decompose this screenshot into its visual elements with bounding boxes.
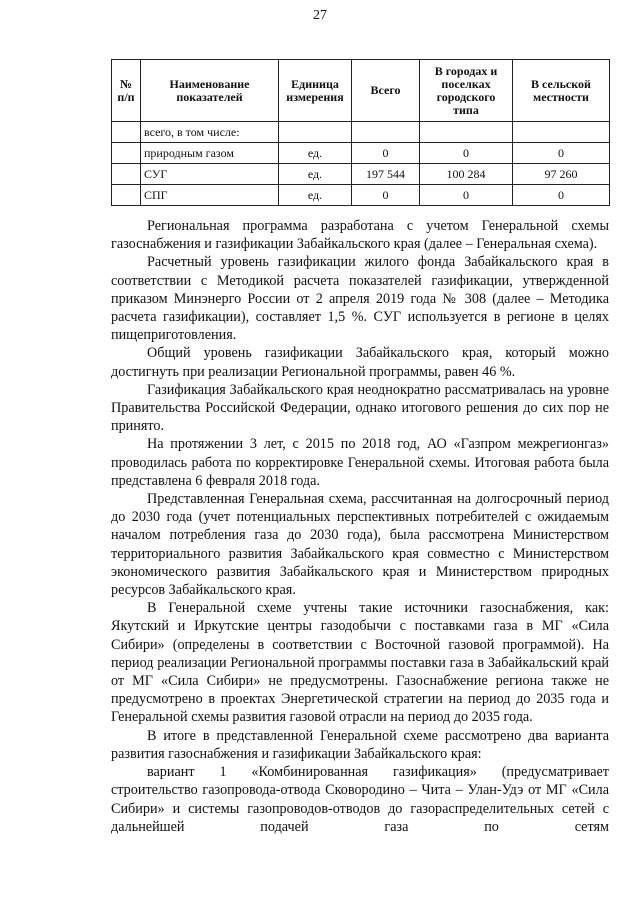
table-row bbox=[112, 185, 610, 206]
table-cell-unit: ед. bbox=[279, 164, 352, 185]
paragraph: На протяжении 3 лет, с 2015 по 2018 год, АО «Газпром межрегионгаз» проводилась работа по корректировке Генеральной схемы. Итоговая работа была представлена 6 февраля 2018 года. bbox=[111, 436, 609, 489]
paragraph: Региональная программа разработана с учетом Генеральной схемы газоснабжения и газификации Забайкальского края (далее – Генеральная схема). bbox=[111, 218, 609, 253]
table-cell-indicator: СПГ bbox=[141, 185, 279, 206]
table-cell-total: 197 544 bbox=[352, 164, 420, 185]
table-cell-urban: 0 bbox=[420, 143, 513, 164]
table-cell-unit bbox=[279, 122, 352, 143]
table-cell-number bbox=[112, 185, 141, 206]
table-cell-urban bbox=[420, 122, 513, 143]
table-row bbox=[112, 122, 610, 143]
table-cell-unit: ед. bbox=[279, 185, 352, 206]
col-header-rural: В сельской местности bbox=[513, 60, 610, 122]
gasification-table bbox=[111, 59, 610, 206]
page-number: 27 bbox=[313, 8, 327, 23]
col-header-urban: В городах и поселках городского типа bbox=[420, 60, 513, 122]
paragraph: Представленная Генеральная схема, рассчитанная на долгосрочный период до 2030 года (учет потенциальных перспективных потребителей с ожидаемым началом потребления газа до 2030 года), была рассмотрена Министерством территориального развития Забайкальского края совместно с Министерством экономического развития Забайкальского края и Министерством природных ресурсов Забайкальского края. bbox=[111, 491, 609, 599]
table-row bbox=[112, 164, 610, 185]
col-header-indicator-name: Наименование показателей bbox=[141, 60, 279, 122]
table-cell-unit: ед. bbox=[279, 143, 352, 164]
table-cell-urban: 100 284 bbox=[420, 164, 513, 185]
paragraph: вариант 1 «Комбинированная газификация» (предусматривает строительство газопровода-отвода Сковородино – Чита – Улан-Удэ от МГ «Сила Сибири» и системы газопроводов-отводов до газораспределительных сетей с дальнейшей подачей газа по сетям bbox=[111, 764, 609, 835]
col-header-number: № п/п bbox=[112, 60, 141, 122]
table-row bbox=[112, 143, 610, 164]
table-cell-number bbox=[112, 143, 141, 164]
paragraph: Расчетный уровень газификации жилого фонда Забайкальского края в соответствии с Методикой расчета показателей газификации, утвержденной приказом Минэнерго России от 2 апреля 2019 года № 308 (далее – Методика расчета газификации), составляет 1,5 %. СУГ используется в регионе в целях пищеприготовления. bbox=[111, 254, 609, 344]
table-cell-indicator: всего, в том числе: bbox=[141, 122, 279, 143]
table-header-row bbox=[112, 60, 610, 122]
paragraph: В Генеральной схеме учтены такие источники газоснабжения, как: Якутский и Иркутские центры газодобычи с поставками газа в МГ «Сила Сибири» (определены в соответствии с Восточной газовой программой). На период реализации Региональной программы поставки газа в Забайкальский край от МГ «Сила Сибири» не предусмотрены. Газоснабжение региона также не предусмотрено в проектах Энергетической стратегии на период до 2035 года и Генеральной схемы развития газовой отрасли на период до 2035 года. bbox=[111, 600, 609, 726]
table-cell-rural: 0 bbox=[513, 143, 610, 164]
table-cell-rural bbox=[513, 122, 610, 143]
table-cell-total bbox=[352, 122, 420, 143]
paragraph: В итоге в представленной Генеральной схеме рассмотрено два варианта развития газоснабжения и газификации Забайкальского края: bbox=[111, 727, 609, 762]
paragraph: Общий уровень газификации Забайкальского края, который можно достигнуть при реализации Региональной программы, равен 46 %. bbox=[111, 345, 609, 380]
table-cell-indicator: СУГ bbox=[141, 164, 279, 185]
body-text bbox=[111, 217, 609, 836]
col-header-total: Всего bbox=[352, 60, 420, 122]
paragraph: Газификация Забайкальского края неоднократно рассматривалась на уровне Правительства Российской Федерации, однако итогового решения до сих пор не принято. bbox=[111, 381, 609, 435]
table-cell-total: 0 bbox=[352, 143, 420, 164]
table-cell-rural: 0 bbox=[513, 185, 610, 206]
table-cell-total: 0 bbox=[352, 185, 420, 206]
col-header-unit: Единица измерения bbox=[279, 60, 352, 122]
table-cell-number bbox=[112, 122, 141, 143]
table-cell-urban: 0 bbox=[420, 185, 513, 206]
table-cell-indicator: природным газом bbox=[141, 143, 279, 164]
table-cell-rural: 97 260 bbox=[513, 164, 610, 185]
table-cell-number bbox=[112, 164, 141, 185]
